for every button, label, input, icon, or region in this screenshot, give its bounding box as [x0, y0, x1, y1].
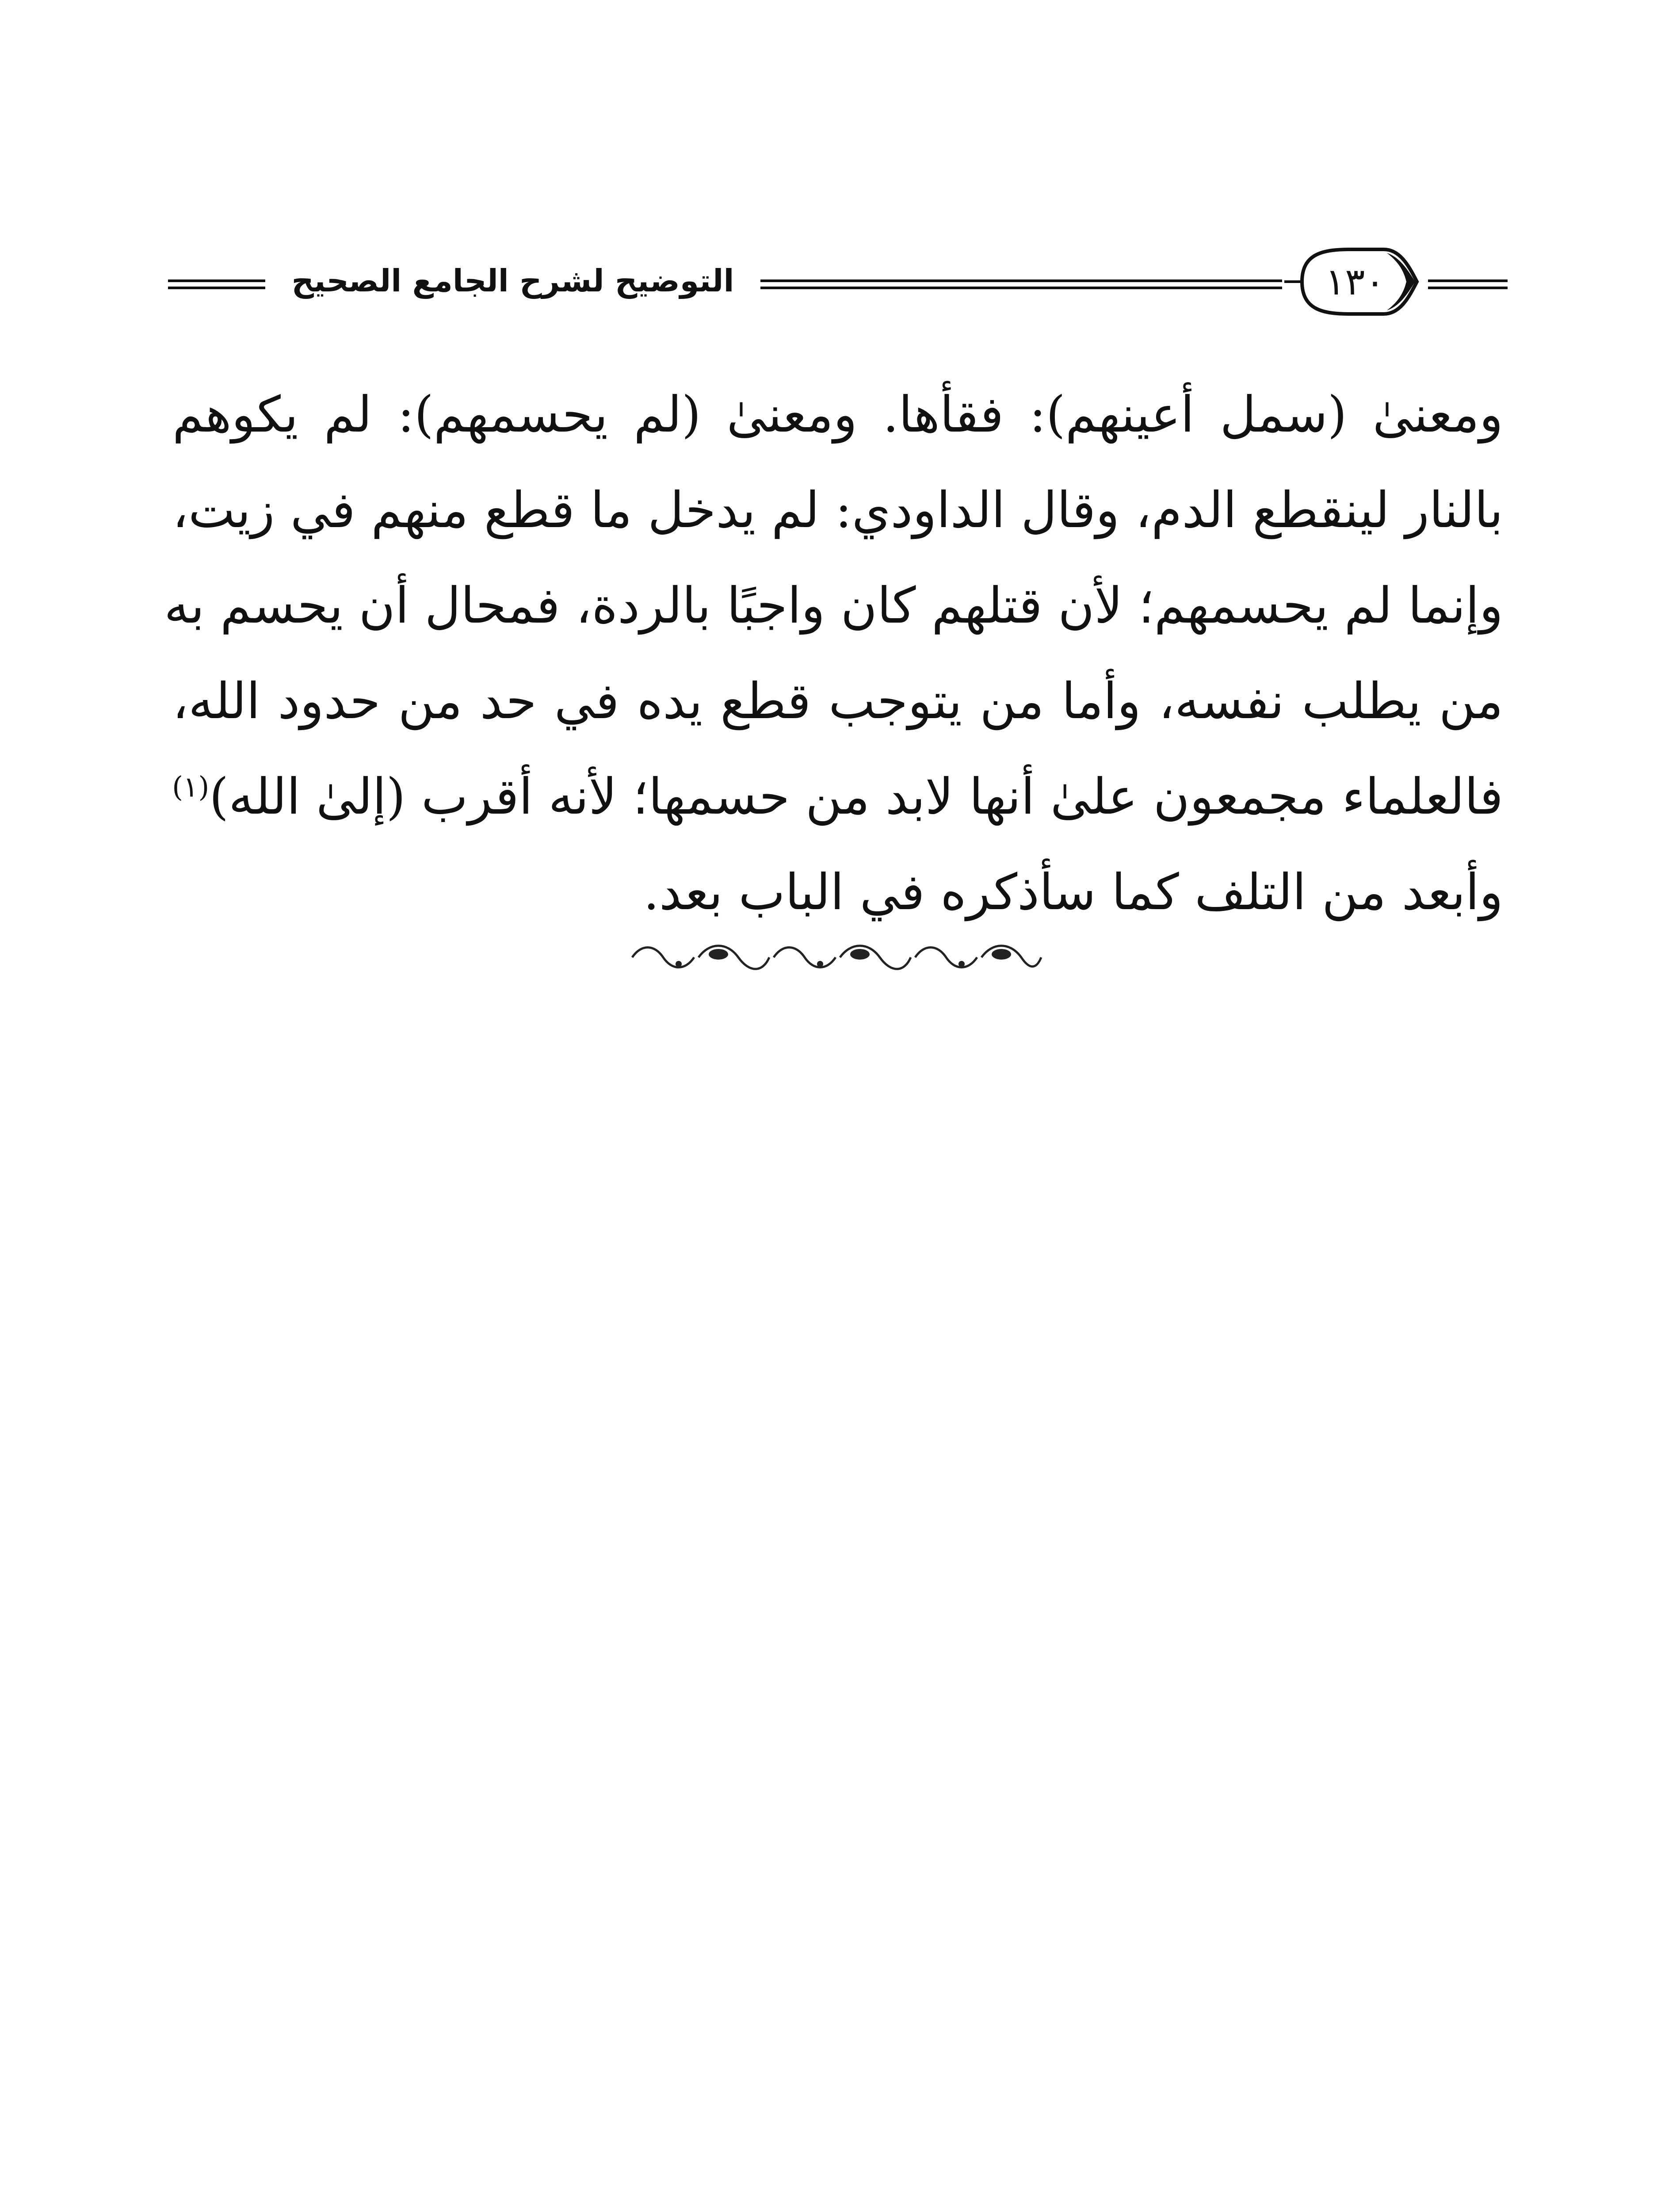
body-line-text: فالعلماء مجمعون علىٰ أنها لابد من حسمها؛ لأنه أقرب (إلىٰ الله): [209, 768, 1503, 826]
running-header: [168, 230, 1508, 318]
body-line: من يطلب نفسه، وأما من يتوجب قطع يده في حد من حدود الله،: [172, 673, 1503, 730]
body-line-with-footnote: [172, 749, 1503, 845]
header-rule-left: [168, 279, 265, 282]
header-rule-right: [1428, 279, 1508, 282]
running-title: التوضيح لشرح الجامع الصحيح: [291, 263, 734, 299]
body-line: وإنما لم يحسمهم؛ لأن قتلهم كان واجبًا بالردة، فمحال أن يحسم به: [164, 577, 1503, 635]
body-line: وأبعد من التلف كما سأذكره في الباب بعد.: [643, 864, 1503, 921]
footnote-marker[interactable]: (١): [172, 771, 210, 804]
body-line: بالنار لينقطع الدم، وقال الداودي: لم يدخل ما قطع منهم في زيت،: [172, 482, 1503, 539]
header-rule-middle: [760, 279, 1282, 282]
body-paragraph: [164, 367, 1503, 940]
body-line: ومعنىٰ (سمل أعينهم): فقأها. ومعنىٰ (لم يحسمهم): لم يكوهم: [172, 386, 1503, 444]
section-ornament-icon: [623, 937, 1048, 977]
page-number-badge: [1284, 240, 1430, 324]
page-number: ١٣٠: [1325, 260, 1385, 303]
